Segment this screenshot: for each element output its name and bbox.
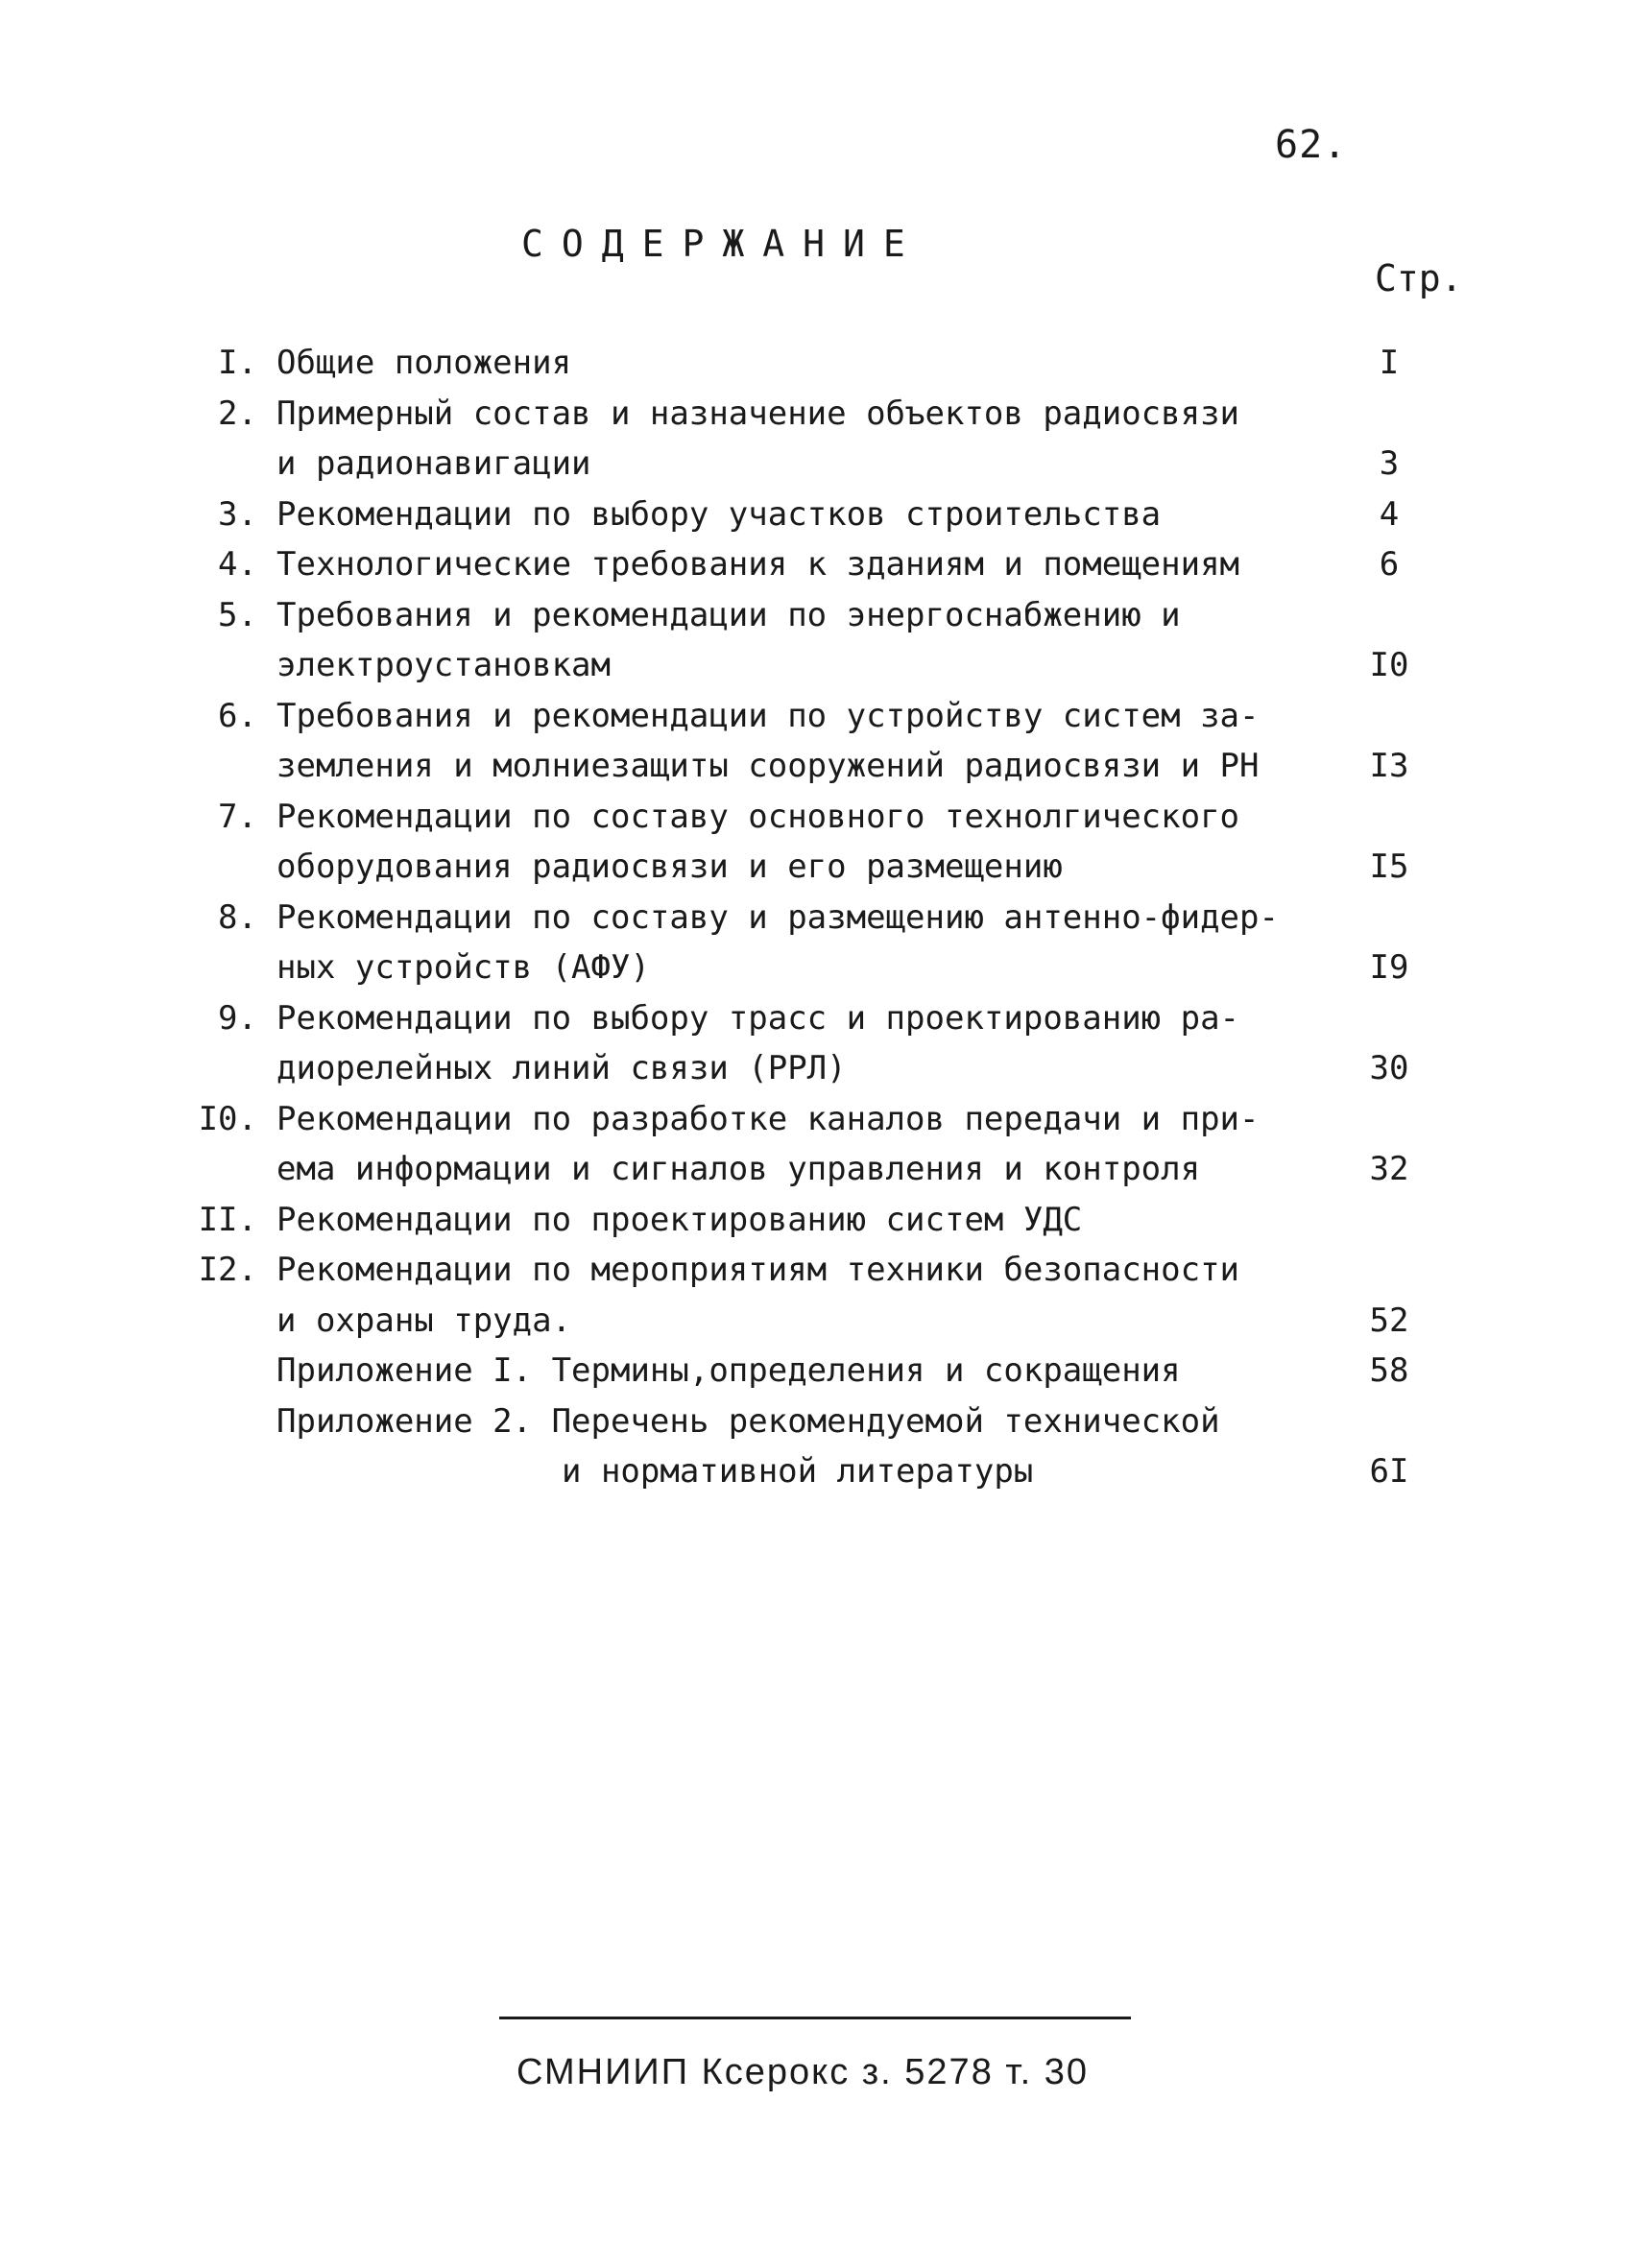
toc-item-text: и нормативной литературы bbox=[562, 1452, 1034, 1491]
toc-line bbox=[0, 893, 1633, 943]
toc-item-text: Рекомендации по составу и размещению антенно-фидер- bbox=[276, 897, 1279, 937]
toc-item-page: I5 bbox=[1369, 848, 1409, 886]
toc-item-text: Технологические требования к зданиям и помещениям bbox=[276, 545, 1240, 584]
toc-line bbox=[0, 338, 1633, 389]
toc-item-page: 30 bbox=[1369, 1049, 1409, 1087]
toc-item-text: ных устройств (АФУ) bbox=[276, 948, 650, 987]
toc-item-number: 9. bbox=[218, 998, 257, 1038]
toc-item-number: 4. bbox=[218, 545, 257, 584]
footer-print-note: СМНИИП Ксерокс з. 5278 т. 30 bbox=[516, 2052, 1089, 2092]
toc-line bbox=[0, 439, 1633, 489]
toc-line bbox=[0, 1346, 1633, 1397]
toc-line bbox=[0, 993, 1633, 1044]
toc-line bbox=[0, 1397, 1633, 1447]
toc-line bbox=[0, 1446, 1633, 1497]
toc-item-page: 3 bbox=[1379, 444, 1400, 483]
toc-item-text: Рекомендации по составу основного технолгического bbox=[276, 797, 1240, 836]
toc-line bbox=[0, 741, 1633, 792]
toc-line bbox=[0, 1245, 1633, 1296]
toc-item-page: I bbox=[1379, 344, 1400, 382]
toc-item-page: 32 bbox=[1369, 1150, 1409, 1188]
toc-item-text: Требования и рекомендации по энергоснабжению и bbox=[276, 595, 1181, 634]
toc-line bbox=[0, 590, 1633, 641]
toc-line bbox=[0, 842, 1633, 893]
toc-line bbox=[0, 1094, 1633, 1145]
toc-item-text: Рекомендации по проектированию систем УДС bbox=[276, 1200, 1083, 1239]
toc-line bbox=[0, 389, 1633, 440]
toc-item-text: Рекомендации по выбору трасс и проектированию ра- bbox=[276, 998, 1240, 1038]
toc-item-text: Рекомендации по разработке каналов передачи и при- bbox=[276, 1099, 1260, 1138]
page-column-header: Стр. bbox=[1375, 257, 1463, 299]
toc-line bbox=[0, 792, 1633, 843]
toc-line bbox=[0, 1144, 1633, 1195]
toc-item-text: оборудования радиосвязи и его размещению bbox=[276, 848, 1063, 886]
page-number: 62. bbox=[1275, 123, 1348, 167]
toc-line bbox=[0, 489, 1633, 540]
toc-item-number: I0. bbox=[198, 1099, 257, 1138]
toc-item-number: 3. bbox=[218, 494, 257, 534]
toc-item-text: земления и молниезащиты сооружений радиосвязи и РН bbox=[276, 747, 1260, 785]
toc-item-text: ема информации и сигналов управления и контроля bbox=[276, 1150, 1201, 1188]
toc-item-number: 8. bbox=[218, 897, 257, 937]
toc-item-number: 7. bbox=[218, 797, 257, 836]
toc-item-number: I. bbox=[218, 344, 257, 382]
toc-item-page: I3 bbox=[1369, 747, 1409, 785]
toc-line bbox=[0, 640, 1633, 691]
toc-item-text: Требования и рекомендации по устройству систем за- bbox=[276, 696, 1260, 735]
toc-item-text: Приложение I. Термины,определения и сокращения bbox=[276, 1351, 1181, 1390]
toc-item-number: 2. bbox=[218, 394, 257, 433]
toc-item-page: I9 bbox=[1369, 948, 1409, 987]
toc-item-text: Рекомендации по выбору участков строительства bbox=[276, 494, 1162, 534]
table-of-contents bbox=[0, 338, 1633, 1497]
toc-item-number: 6. bbox=[218, 696, 257, 735]
toc-item-number: 5. bbox=[218, 595, 257, 634]
toc-item-number: I2. bbox=[198, 1251, 257, 1289]
toc-item-page: 6I bbox=[1369, 1452, 1409, 1491]
toc-line bbox=[0, 1195, 1633, 1246]
toc-line bbox=[0, 691, 1633, 742]
toc-item-text: и охраны труда. bbox=[276, 1301, 572, 1340]
toc-item-text: и радионавигации bbox=[276, 444, 591, 483]
toc-item-number: II. bbox=[198, 1200, 257, 1239]
footer-divider bbox=[499, 2017, 1131, 2019]
toc-line bbox=[0, 539, 1633, 590]
toc-item-text: диорелейных линий связи (РРЛ) bbox=[276, 1049, 847, 1087]
toc-item-page: 4 bbox=[1379, 494, 1400, 534]
toc-item-page: I0 bbox=[1369, 646, 1409, 684]
toc-item-text: Рекомендации по мероприятиям техники безопасности bbox=[276, 1251, 1240, 1289]
toc-item-page: 52 bbox=[1369, 1301, 1409, 1340]
toc-line bbox=[0, 943, 1633, 993]
toc-item-text: Примерный состав и назначение объектов радиосвязи bbox=[276, 394, 1240, 433]
toc-line bbox=[0, 1043, 1633, 1094]
toc-item-page: 6 bbox=[1379, 545, 1400, 584]
page-title: СОДЕРЖАНИЕ bbox=[521, 223, 924, 265]
toc-item-text: Приложение 2. Перечень рекомендуемой технической bbox=[276, 1401, 1220, 1441]
toc-item-text: электроустановкам bbox=[276, 646, 611, 684]
toc-item-text: Общие положения bbox=[276, 344, 572, 382]
toc-line bbox=[0, 1296, 1633, 1347]
toc-item-page: 58 bbox=[1369, 1351, 1409, 1390]
